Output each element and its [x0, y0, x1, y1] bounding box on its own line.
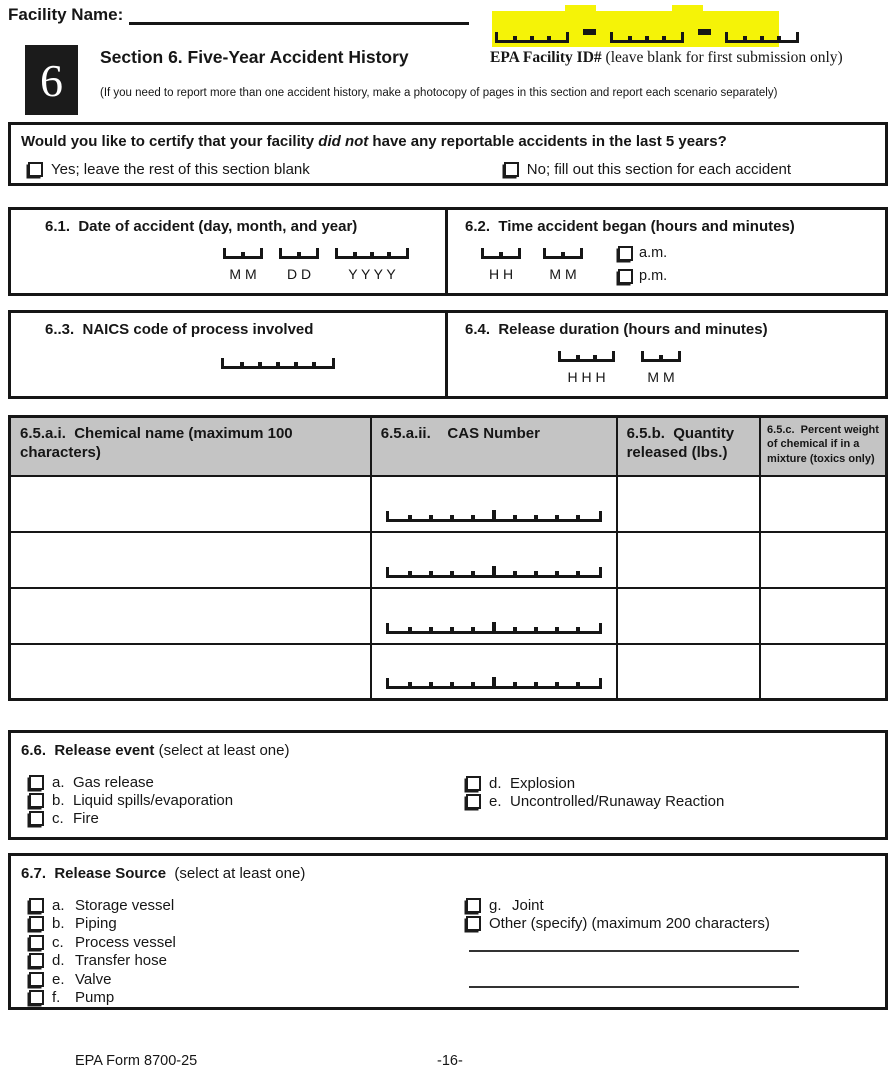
percent-weight-cell[interactable]: [760, 588, 886, 644]
checkbox-option-transfer-hose[interactable]: [29, 952, 176, 971]
minute-comb-field[interactable]: [543, 248, 583, 259]
q67-label-bold: 6.7. Release Source: [21, 865, 167, 882]
day-field-group: [279, 248, 319, 282]
checkbox-icon[interactable]: [466, 898, 481, 913]
q61-date-of-accident: [11, 210, 448, 293]
percent-weight-cell[interactable]: [760, 532, 886, 588]
table-row: [10, 588, 887, 644]
table-row: [10, 476, 887, 532]
facility-name-input-line[interactable]: [129, 4, 469, 25]
page-number: -16-: [437, 1053, 463, 1069]
checkbox-icon[interactable]: [618, 269, 633, 284]
quantity-released-cell[interactable]: [617, 476, 760, 532]
epa-id-field-3[interactable]: [725, 32, 799, 43]
year-comb-field[interactable]: [335, 248, 409, 259]
checkbox-icon[interactable]: [466, 794, 481, 809]
hour-field-group: [481, 248, 521, 282]
q67-right-column: [466, 896, 799, 988]
question-text-italic: did not: [318, 133, 369, 150]
option-label: No; fill out this section for each accident: [526, 161, 792, 178]
option-letter: a.: [52, 896, 65, 914]
option-label: p.m.: [639, 268, 668, 284]
section-title: Section 6. Five-Year Accident History: [100, 47, 409, 67]
q63-label: 6..3. NAICS code of process involved: [45, 321, 314, 338]
year-field-label: Y Y Y Y: [348, 266, 396, 282]
checkbox-icon[interactable]: [28, 162, 43, 177]
option-letter: c.: [52, 809, 64, 827]
q67-label: [21, 865, 885, 882]
question-text: have any reportable accidents in the last 5 years?: [368, 133, 727, 150]
checkbox-option-pm[interactable]: [618, 268, 667, 284]
cas-number-cell[interactable]: [371, 644, 617, 700]
q67-left-column: [29, 896, 176, 1007]
option-label: Uncontrolled/Runaway Reaction: [510, 792, 725, 810]
q63-comb-row: [221, 358, 445, 369]
date-time-row: [8, 207, 888, 296]
table-row: [10, 644, 887, 700]
option-label: Valve: [75, 970, 112, 988]
option-letter: f.: [52, 989, 61, 1007]
option-label: a.m.: [639, 245, 668, 261]
form-number: EPA Form 8700-25: [75, 1053, 198, 1069]
percent-weight-cell[interactable]: [760, 476, 886, 532]
q64-comb-row: [558, 351, 885, 385]
q61-label: 6.1. Date of accident (day, month, and year): [45, 218, 358, 235]
checkbox-option-explosion[interactable]: [466, 774, 724, 792]
month-field-group: [223, 248, 263, 282]
option-label: Explosion: [510, 774, 576, 792]
checkbox-option-storage-vessel[interactable]: [29, 896, 176, 915]
year-field-group: [335, 248, 409, 282]
option-label: Other (specify) (maximum 200 characters): [489, 914, 770, 932]
option-label: Gas release: [73, 773, 154, 791]
checkbox-option-valve[interactable]: [29, 970, 176, 989]
epa-facility-id-label: [490, 49, 843, 67]
checkbox-icon[interactable]: [29, 898, 44, 913]
separator-dash: [583, 29, 596, 35]
other-specify-line-2[interactable]: [469, 986, 799, 988]
option-letter: c.: [52, 933, 64, 951]
option-label: Process vessel: [75, 933, 176, 951]
q62-time-accident-began: [448, 210, 885, 293]
epa-id-field-2[interactable]: [610, 32, 684, 43]
minute-field-group: [543, 248, 583, 282]
checkbox-icon[interactable]: [29, 916, 44, 931]
option-label: Fire: [73, 809, 99, 827]
duration-hours-group: [558, 351, 615, 385]
option-letter: g.: [489, 896, 502, 914]
duration-minutes-group: [641, 351, 681, 385]
duration-minutes-label: M M: [647, 369, 675, 385]
checkbox-option-process-vessel[interactable]: [29, 933, 176, 952]
checkbox-icon[interactable]: [29, 793, 44, 808]
checkbox-option-pump[interactable]: [29, 989, 176, 1008]
question-text: Would you like to certify that your facility: [21, 133, 319, 150]
table-header-row: [10, 417, 887, 476]
q61-comb-row: [223, 248, 445, 282]
option-letter: b.: [52, 791, 65, 809]
chemical-name-cell[interactable]: [10, 532, 371, 588]
table-row: [10, 532, 887, 588]
duration-minutes-comb-field[interactable]: [641, 351, 681, 362]
option-label: Liquid spills/evaporation: [73, 791, 234, 809]
checkbox-option-piping[interactable]: [29, 915, 176, 934]
option-letter: a.: [52, 773, 65, 791]
highlight-smudge: [672, 5, 703, 12]
day-comb-field[interactable]: [279, 248, 319, 259]
checkbox-icon[interactable]: [29, 990, 44, 1005]
column-header-cas-number: 6.5.a.ii. CAS Number: [371, 417, 617, 476]
checkbox-icon[interactable]: [29, 972, 44, 987]
hour-field-label: H H: [488, 266, 514, 282]
q67-release-source-box: [8, 853, 888, 1010]
cas-number-cell[interactable]: [371, 588, 617, 644]
quantity-released-cell[interactable]: [617, 588, 760, 644]
option-label: Storage vessel: [75, 896, 175, 914]
q66-label-note: (select at least one): [154, 742, 290, 759]
option-label: Piping: [75, 915, 117, 933]
checkbox-icon[interactable]: [29, 811, 44, 826]
checkbox-option-gas-release[interactable]: [29, 773, 233, 791]
naics-comb-field[interactable]: [221, 358, 335, 369]
separator-dash: [698, 29, 711, 35]
facility-name-label: Facility Name:: [8, 5, 124, 24]
cas-number-comb-field[interactable]: [386, 567, 602, 578]
option-label: Yes; leave the rest of this section blank: [51, 161, 310, 178]
q64-label: 6.4. Release duration (hours and minutes): [465, 321, 768, 338]
checkbox-option-other[interactable]: [466, 914, 799, 932]
epa-id-comb-row: [495, 29, 799, 43]
minute-field-label: M M: [549, 266, 577, 282]
option-letter: d.: [489, 774, 502, 792]
checkbox-option-joint[interactable]: [466, 896, 799, 914]
checkbox-option-am[interactable]: [618, 245, 667, 261]
epa-id-highlight: [492, 11, 779, 47]
month-comb-field[interactable]: [223, 248, 263, 259]
epa-facility-id-label-bold: EPA Facility ID#: [490, 49, 602, 66]
checkbox-icon[interactable]: [29, 935, 44, 950]
quantity-released-cell[interactable]: [617, 644, 760, 700]
column-header-quantity-released: 6.5.b. Quantity released (lbs.): [617, 417, 760, 476]
q62-comb-row: [481, 245, 885, 284]
percent-weight-cell[interactable]: [760, 644, 886, 700]
duration-hours-label: H H H: [567, 369, 606, 385]
cas-number-comb-field[interactable]: [386, 511, 602, 522]
checkbox-icon[interactable]: [29, 775, 44, 790]
certification-question: [21, 133, 885, 150]
cas-number-comb-field[interactable]: [386, 678, 602, 689]
checkbox-option-runaway-reaction[interactable]: [466, 792, 724, 810]
day-field-label: D D: [286, 266, 312, 282]
duration-hours-comb-field[interactable]: [558, 351, 615, 362]
checkbox-icon[interactable]: [466, 916, 481, 931]
q64-release-duration: [448, 313, 885, 396]
checkbox-icon[interactable]: [504, 162, 519, 177]
quantity-released-cell[interactable]: [617, 532, 760, 588]
checkbox-option-fire[interactable]: [29, 809, 233, 827]
chemical-name-cell[interactable]: [10, 644, 371, 700]
cas-number-comb-field[interactable]: [386, 623, 602, 634]
naics-duration-row: [8, 310, 888, 399]
q67-label-note: (select at least one): [166, 865, 306, 882]
hour-comb-field[interactable]: [481, 248, 521, 259]
facility-name-row: [8, 4, 469, 25]
checkbox-icon[interactable]: [618, 246, 633, 261]
chemicals-table: [8, 415, 888, 701]
other-specify-line-1[interactable]: [469, 950, 799, 952]
q66-left-column: [29, 773, 233, 827]
checkbox-option-yes[interactable]: [28, 161, 310, 178]
highlight-smudge: [565, 5, 596, 12]
option-letter: b.: [52, 915, 65, 933]
month-field-label: M M: [229, 266, 257, 282]
certification-options: [28, 161, 885, 178]
epa-facility-id-label-note: (leave blank for first submission only): [601, 49, 843, 66]
chemical-name-cell[interactable]: [10, 588, 371, 644]
column-header-chemical-name: 6.5.a.i. Chemical name (maximum 100 characters): [10, 417, 371, 476]
option-letter: d.: [52, 952, 65, 970]
q66-release-event-box: [8, 730, 888, 840]
q66-label-bold: 6.6. Release event: [21, 742, 155, 759]
cas-number-cell[interactable]: [371, 532, 617, 588]
q66-right-column: [466, 774, 724, 810]
checkbox-icon[interactable]: [466, 776, 481, 791]
option-letter: e.: [52, 970, 65, 988]
section-note: (If you need to report more than one accident history, make a photocopy of pages in this section and report each scenario separately): [100, 87, 778, 99]
option-label: Transfer hose: [75, 952, 167, 970]
q66-label: [21, 742, 885, 759]
option-letter: e.: [489, 792, 502, 810]
q62-label: 6.2. Time accident began (hours and minutes): [465, 218, 795, 235]
checkbox-option-no[interactable]: [504, 161, 791, 178]
option-label: Joint: [512, 896, 544, 914]
checkbox-option-liquid-spills[interactable]: [29, 791, 233, 809]
epa-id-field-1[interactable]: [495, 32, 569, 43]
section-number-badge: 6: [25, 45, 78, 115]
chemical-name-cell[interactable]: [10, 476, 371, 532]
q63-naics-code: [11, 313, 448, 396]
option-label: Pump: [75, 989, 115, 1007]
checkbox-icon[interactable]: [29, 953, 44, 968]
certification-box: [8, 122, 888, 186]
cas-number-cell[interactable]: [371, 476, 617, 532]
am-pm-options: [618, 245, 667, 284]
column-header-percent-weight: 6.5.c. Percent weight of chemical if in a mixture (toxics only): [760, 417, 886, 476]
